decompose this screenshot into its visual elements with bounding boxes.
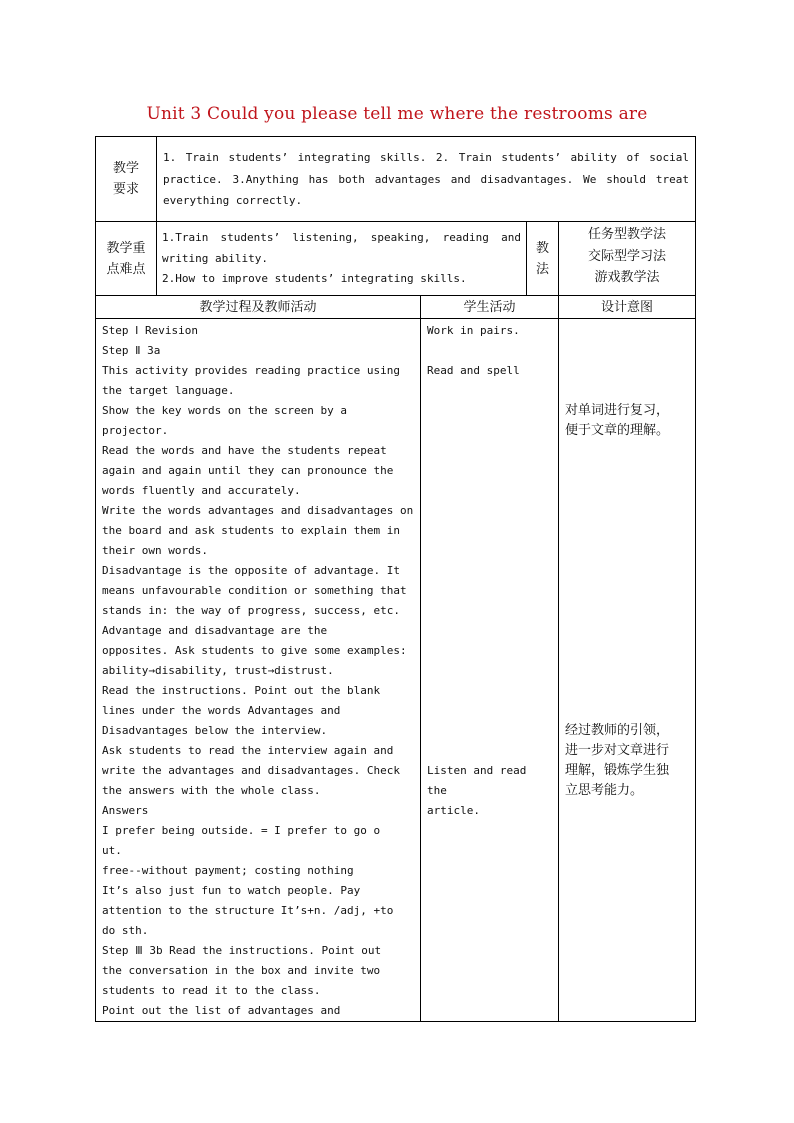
method-item: 游戏教学法 bbox=[594, 270, 660, 285]
design-note-line: 立思考能力。 bbox=[565, 783, 644, 798]
design-note-line bbox=[565, 641, 689, 661]
process-line: the board and ask students to explain them in bbox=[102, 524, 401, 537]
student-activity-line bbox=[427, 441, 552, 461]
student-activity-line: Read and spell bbox=[427, 364, 520, 377]
process-line: projector. bbox=[102, 424, 169, 437]
design-note-line bbox=[565, 661, 689, 681]
key-points-text bbox=[157, 222, 527, 296]
process-line: ability→disability, trust→distrust. bbox=[102, 664, 334, 677]
process-line: words fluently and accurately. bbox=[102, 484, 301, 497]
key-point-line: 1.Train students’ listening, speaking, reading and writing ability. bbox=[162, 231, 521, 265]
requirements-label-cell bbox=[96, 137, 157, 222]
header-row bbox=[96, 296, 696, 319]
process-line: means unfavourable condition or something that bbox=[102, 584, 407, 597]
design-note-line bbox=[565, 461, 689, 481]
process-line: opposites. Ask students to give some examples: bbox=[102, 644, 407, 657]
requirements-row bbox=[96, 137, 696, 222]
process-line: Ask students to read the interview again and bbox=[102, 744, 394, 757]
student-lines bbox=[427, 321, 552, 821]
student-activity-line bbox=[427, 521, 552, 541]
process-lines bbox=[102, 321, 414, 1021]
student-activity-line bbox=[427, 581, 552, 601]
design-note-line: 便于文章的理解。 bbox=[565, 423, 670, 438]
process-line: the target language. bbox=[102, 384, 235, 397]
requirements-label: 教学要求 bbox=[112, 161, 139, 197]
student-activity-line bbox=[427, 701, 552, 721]
methods-list bbox=[559, 222, 696, 296]
design-note-line: 经过教师的引领， bbox=[565, 723, 670, 738]
student-activity-line bbox=[427, 601, 552, 621]
student-cell bbox=[421, 319, 559, 1022]
process-line: Step Ⅱ 3a bbox=[102, 344, 161, 357]
process-line: Point out the list of advantages and bbox=[102, 1004, 341, 1017]
lesson-plan-table bbox=[95, 136, 696, 1022]
key-point-line: 2.How to improve students’ integrating skills. bbox=[162, 272, 467, 285]
process-line: Step Ⅰ Revision bbox=[102, 324, 198, 337]
design-note-line: 进一步对文章进行 bbox=[565, 743, 670, 758]
design-note-line: 理解，锻炼学生独 bbox=[565, 763, 670, 778]
process-line: Read the instructions. Point out the blank bbox=[102, 684, 381, 697]
process-line: ut. bbox=[102, 844, 122, 857]
process-line: do sth. bbox=[102, 924, 149, 937]
design-note-line bbox=[565, 361, 689, 381]
process-line: Step Ⅲ 3b Read the instructions. Point out bbox=[102, 944, 382, 957]
process-line: Disadvantages below the interview. bbox=[102, 724, 328, 737]
key-points-lines bbox=[162, 228, 521, 290]
key-points-label: 教学重点难点 bbox=[106, 240, 146, 277]
design-note-line bbox=[565, 681, 689, 701]
student-activity-line bbox=[427, 461, 552, 481]
process-line: their own words. bbox=[102, 544, 208, 557]
design-note-line bbox=[565, 481, 689, 501]
student-activity-line bbox=[427, 481, 552, 501]
process-line: Read the words and have the students repeat bbox=[102, 444, 387, 457]
method-item: 任务型教学法 bbox=[588, 227, 667, 242]
process-line: Answers bbox=[102, 804, 149, 817]
student-activity-line bbox=[427, 641, 552, 661]
design-note-line: 对单词进行复习， bbox=[565, 403, 670, 418]
process-cell bbox=[96, 319, 421, 1022]
process-line: write the advantages and disadvantages. Check bbox=[102, 764, 401, 777]
process-line: the conversation in the box and invite two bbox=[102, 964, 381, 977]
design-note-line bbox=[565, 561, 689, 581]
process-line: free--without payment; costing nothing bbox=[102, 864, 354, 877]
student-activity-line: article. bbox=[427, 804, 480, 817]
student-activity-line bbox=[427, 561, 552, 581]
design-note-line bbox=[565, 521, 689, 541]
design-note-line bbox=[565, 321, 689, 341]
student-activity-line: Work in pairs. bbox=[427, 324, 520, 337]
methods-label-cell bbox=[527, 222, 559, 296]
requirements-text: 1. Train students’ integrating skills. 2. Train students’ ability of social practice. 3.Anything has both advantages and disadvantages. We should treat everything correctly. bbox=[157, 137, 696, 222]
methods-label: 教法 bbox=[535, 240, 549, 277]
design-note-line bbox=[565, 381, 689, 401]
process-line: students to read it to the class. bbox=[102, 984, 321, 997]
process-line: attention to the structure It’s+n. /adj, +to bbox=[102, 904, 394, 917]
student-activity-line: Listen and read the bbox=[427, 764, 527, 797]
student-activity-line bbox=[427, 661, 552, 681]
key-points-label-cell bbox=[96, 222, 157, 296]
process-line: Advantage and disadvantage are the bbox=[102, 624, 328, 637]
design-note-line bbox=[565, 601, 689, 621]
student-activity-line bbox=[427, 341, 552, 361]
content-row bbox=[96, 319, 696, 1022]
design-cell bbox=[559, 319, 696, 1022]
design-note-line bbox=[565, 441, 689, 461]
design-note-line bbox=[565, 581, 689, 601]
design-note-line bbox=[565, 621, 689, 641]
student-activity-line bbox=[427, 621, 552, 641]
design-note-line bbox=[565, 501, 689, 521]
process-line: I prefer being outside. = I prefer to go o bbox=[102, 824, 381, 837]
design-lines bbox=[565, 321, 689, 801]
process-line: It’s also just fun to watch people. Pay bbox=[102, 884, 361, 897]
design-note-line bbox=[565, 701, 689, 721]
student-activity-line bbox=[427, 381, 552, 401]
student-activity-line bbox=[427, 501, 552, 521]
design-note-line bbox=[565, 341, 689, 361]
process-line: lines under the words Advantages and bbox=[102, 704, 341, 717]
design-header: 设计意图 bbox=[559, 296, 696, 319]
student-activity-line bbox=[427, 741, 552, 761]
process-line: This activity provides reading practice using bbox=[102, 364, 401, 377]
student-activity-line bbox=[427, 681, 552, 701]
process-header: 教学过程及教师活动 bbox=[96, 296, 421, 319]
page-title: Unit 3 Could you please tell me where the restrooms are bbox=[146, 104, 648, 124]
process-line: the answers with the whole class. bbox=[102, 784, 321, 797]
key-points-row bbox=[96, 222, 696, 296]
process-line: Show the key words on the screen by a bbox=[102, 404, 348, 417]
student-header: 学生活动 bbox=[421, 296, 559, 319]
student-activity-line bbox=[427, 401, 552, 421]
student-activity-line bbox=[427, 721, 552, 741]
method-item: 交际型学习法 bbox=[588, 248, 667, 264]
student-activity-line bbox=[427, 421, 552, 441]
design-note-line bbox=[565, 541, 689, 561]
process-line: stands in: the way of progress, success, etc. bbox=[102, 604, 401, 617]
process-line: Disadvantage is the opposite of advantage. It bbox=[102, 564, 401, 577]
process-line: again and again until they can pronounce the bbox=[102, 464, 394, 477]
process-line: Write the words advantages and disadvantages on bbox=[102, 504, 414, 517]
student-activity-line bbox=[427, 541, 552, 561]
